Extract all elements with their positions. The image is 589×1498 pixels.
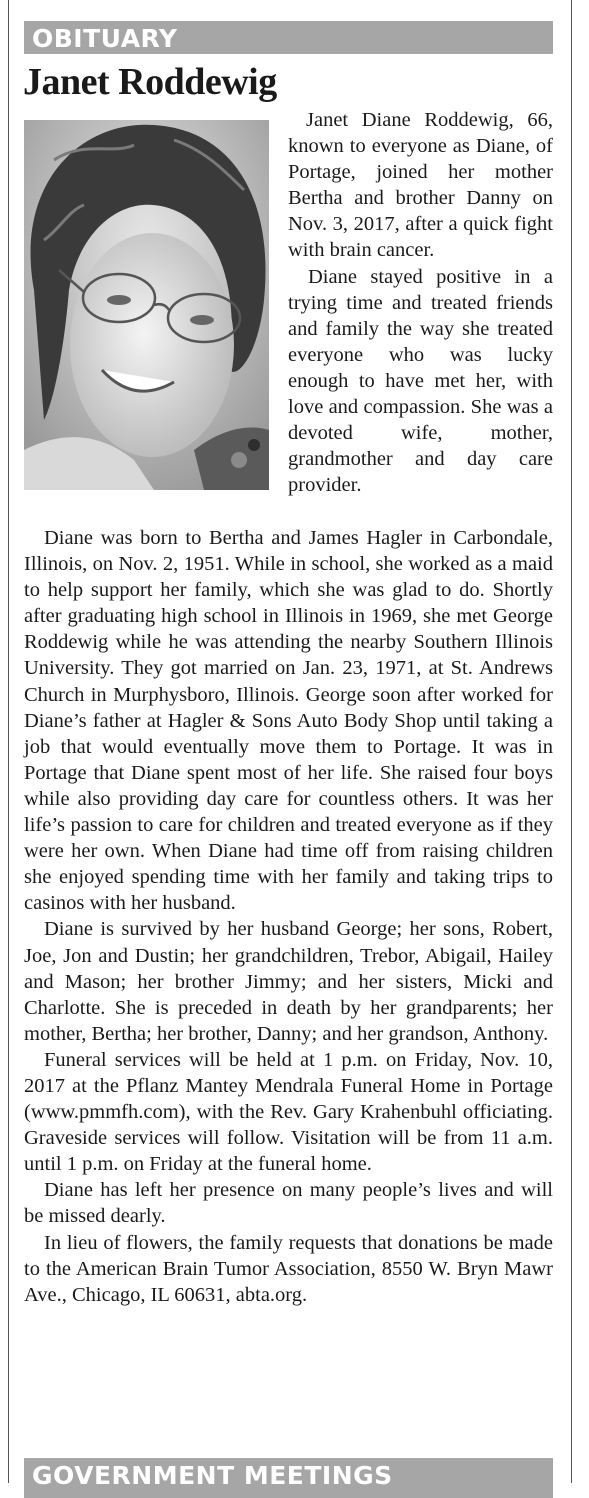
portrait-photo — [24, 120, 269, 490]
obituary-headline: Janet Roddewig — [23, 61, 277, 103]
section-banner: OBITUARY — [24, 21, 553, 54]
body-paragraph: In lieu of flowers, the family requests that donations be made to the American Brain Tumor Association, 8550 W. Bryn Mawr Ave., Chicago, IL 60631, abta.org. — [24, 1231, 553, 1306]
intro-paragraph: Janet Diane Roddewig, 66, known to everyone as Diane, of Portage, joined her mother Bertha and brother Danny on Nov. 3, 2017, after a quick fight with brain cancer. — [288, 109, 553, 262]
portrait-image — [24, 120, 269, 490]
intro-text — [288, 107, 553, 498]
body-paragraph: Diane was born to Bertha and James Hagler in Carbondale, Illinois, on Nov. 2, 1951. While in school, she worked as a maid to help support her family, which she was glad to do. Shortly after graduating high school in Illinois in 1969, she met George Roddewig while he was attending the nearby Southern Illinois University. They got married on Jan. 23, 1971, at St. Andrews Church in Murphysboro, Illinois. George soon after worked for Diane’s father at Hagler & Sons Auto Body Shop until taking a job that would eventually move them to Portage. It was in Portage that Diane spent most of her life. She raised four boys while also providing day care for countless others. It was her life’s passion to care for children and treated everyone as if they were her own. When Diane had time off from raising children she enjoyed spending time with her family and taking trips to casinos with her husband. — [24, 527, 553, 915]
intro-paragraph: Diane stayed positive in a trying time and treated friends and family the way she treated everyone who was lucky enough to have met her, with love and compassion. She was a devoted wife, mother, grandmother and day care provider. — [288, 265, 553, 497]
obituary-body — [24, 525, 553, 1308]
next-section-banner: GOVERNMENT MEETINGS — [24, 1458, 553, 1498]
body-paragraph: Diane has left her presence on many people’s lives and will be missed dearly. — [24, 1179, 553, 1228]
body-paragraph: Diane is survived by her husband George; her sons, Robert, Joe, Jon and Dustin; her grandchildren, Trebor, Abigail, Hailey and Mason; her brother Jimmy; and her sisters, Micki and Charlotte. She is preceded in death by her grandparents; her mother, Bertha; her brother, Danny; and her grandson, Anthony. — [24, 918, 553, 1045]
body-paragraph: Funeral services will be held at 1 p.m. on Friday, Nov. 10, 2017 at the Pflanz Mantey Mendrala Funeral Home in Portage (www.pmmfh.com), with the Rev. Gary Krahenbuhl officiating. Graveside services will follow. Visitation will be from 11 a.m. until 1 p.m. on Friday at the funeral home. — [24, 1048, 553, 1176]
column-rule-left — [8, 0, 9, 1483]
column-rule-right — [571, 0, 572, 1483]
